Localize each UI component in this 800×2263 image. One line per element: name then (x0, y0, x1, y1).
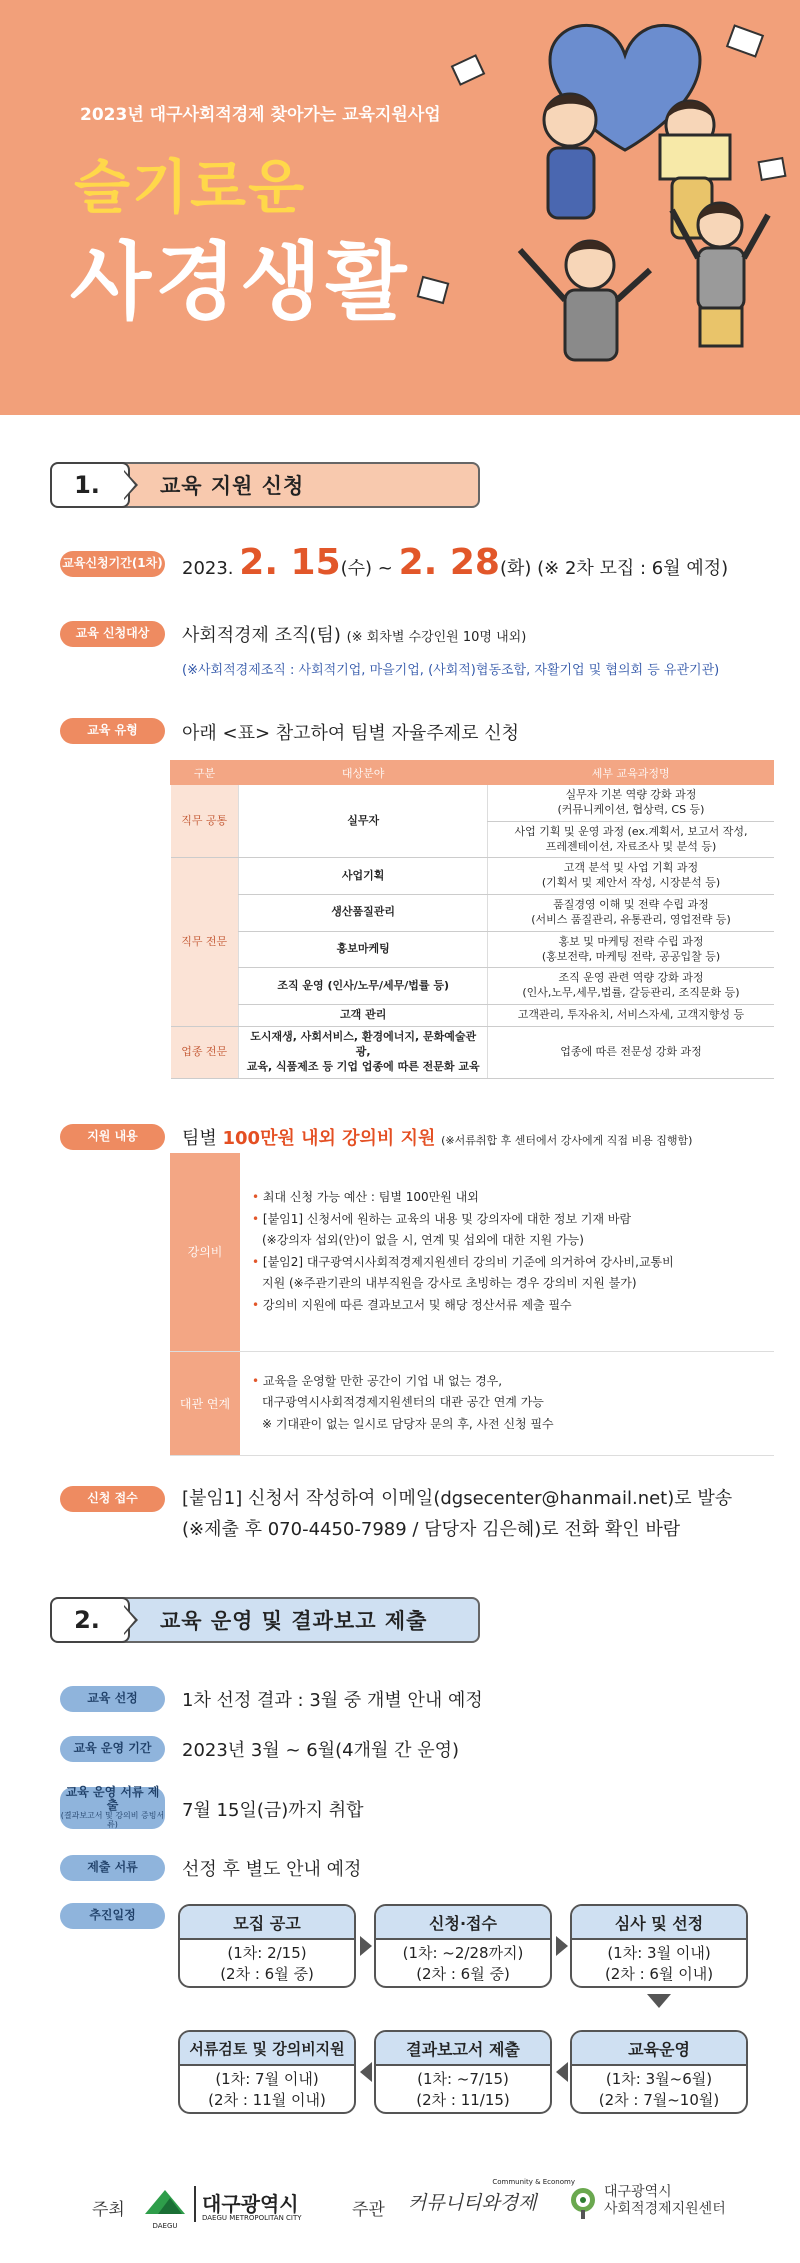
list-item: • 최대 신청 가능 예산 : 팀별 100만원 내외 (252, 1189, 479, 1204)
host-sub: DAEGU METROPOLITAN CITY (202, 2214, 302, 2222)
target-cell: 사업기획 (238, 858, 488, 895)
period-label: 교육 운영 기간 (60, 1736, 165, 1762)
category-cell: 업종 전문 (171, 1026, 239, 1078)
hero-title-line1: 슬기로운 (74, 153, 307, 221)
section1-number: 1. (50, 462, 130, 508)
section2-header (50, 1597, 480, 1643)
target-label: 교육 신청대상 (60, 621, 165, 647)
target-sub: (※사회적경제조직 : 사회적기업, 마을기업, (사회적)협동조합, 자활기업 및 협의회 등 유관기관) (182, 663, 720, 678)
list-item: • 교육을 운영할 만한 공간이 기업 내 없는 경우, (252, 1373, 503, 1388)
daegu-logo-icon (140, 2186, 190, 2226)
section1-header (50, 462, 480, 508)
target-main: 사회적경제 조직(팀) (※ 회차별 수강인원 10명 내외) (182, 625, 527, 646)
category-cell: 직무 공통 (171, 785, 239, 858)
edu-type-label: 교육 유형 (60, 718, 165, 744)
end-date: 2. 28 (398, 542, 500, 583)
docs-label: 교육 운영 서류 제출 (결과보고서 및 강의비 증빙서류) (60, 1785, 165, 1830)
hero-banner (0, 0, 800, 415)
docs-text: 7월 15일(금)까지 취합 (182, 1800, 364, 1821)
arrow-down-icon (647, 1994, 671, 2008)
process-step: 심사 및 선정 (1차: 3월 이내) (2차 : 6월 이내) (570, 1904, 748, 1988)
submit-text: 선정 후 별도 안내 예정 (182, 1859, 362, 1880)
table-header: 대상분야 (238, 761, 488, 785)
receipt-label: 신청 접수 (60, 1486, 165, 1512)
receipt-line1: [붙임1] 신청서 작성하여 이메일(dgsecenter@hanmail.net)로 발송 (182, 1488, 733, 1509)
tree-icon (566, 2186, 600, 2220)
support-venue-row (170, 1351, 774, 1455)
section1-title: 교육 지원 신청 (160, 474, 305, 498)
table-header: 세부 교육과정명 (488, 761, 774, 785)
arrow-right-icon (556, 1936, 568, 1956)
target-cell: 생산품질관리 (238, 895, 488, 932)
category-cell: 직무 전문 (171, 858, 239, 1027)
target-cell: 고객 관리 (238, 1005, 488, 1027)
process-step: 신청·접수 (1차: ~2/28까지) (2차 : 6월 중) (374, 1904, 552, 1988)
apply-period-label: 교육신청기간(1차) (60, 551, 165, 577)
select-text: 1차 선정 결과 : 3월 중 개별 안내 예정 (182, 1690, 483, 1711)
edu-type-text: 아래 <표> 참고하여 팀별 자율주제로 신청 (182, 723, 519, 744)
list-item: (※강의자 섭외(안)이 없을 시, 연계 및 섭외에 대한 지원 가능) (262, 1233, 584, 1248)
support-fee-row (170, 1153, 774, 1351)
host-name: 대구광역시 (202, 2192, 299, 2216)
arrow-left-icon (360, 2062, 372, 2082)
list-item: ※ 기대관이 없는 일시로 담당자 문의 후, 사전 신청 필수 (262, 1416, 554, 1431)
venue-category: 대관 연계 (170, 1351, 240, 1455)
content-cell: 사업 기획 및 운영 과정 (ex.계획서, 보고서 작성, 프레젠테이션, 자료조사 및 분석 등) (488, 821, 774, 858)
start-date: 2. 15 (239, 542, 341, 583)
host-label: 주최 (92, 2200, 125, 2220)
target-cell: 홍보마케팅 (238, 931, 488, 968)
section2-number: 2. (50, 1597, 130, 1643)
list-item: • [붙임2] 대구광역시사회적경제지원센터 강의비 기준에 의거하여 강사비,교통비 (252, 1254, 674, 1269)
table-row (171, 895, 774, 932)
content-cell: 홍보 및 마케팅 전략 수립 과정 (홍보전략, 마케팅 전략, 공공입찰 등) (488, 931, 774, 968)
arrow-right-icon (360, 1936, 372, 1956)
support-detail-box (170, 1153, 774, 1456)
table-row (171, 858, 774, 895)
list-item: 대구광역시사회적경제지원센터의 대관 공간 연계 가능 (262, 1395, 544, 1410)
process-step: 교육운영 (1차: 3월~6월) (2차 : 7월~10월) (570, 2030, 748, 2114)
list-item: • 강의비 지원에 따른 결과보고서 및 해당 정산서류 제출 필수 (252, 1297, 572, 1312)
daegu-logo: DAEGU (140, 2186, 190, 2226)
fee-body (240, 1153, 774, 1351)
table-row (171, 968, 774, 1005)
org1-logo: Community & Economy 커뮤니티와경제 (408, 2178, 575, 2214)
support-label: 지원 내용 (60, 1124, 165, 1150)
content-cell: 실무자 기본 역량 강화 과정 (커뮤니케이션, 협상력, CS 등) (488, 785, 774, 822)
arrow-left-icon (556, 2062, 568, 2082)
content-cell: 고객 분석 및 사업 기획 과정 (기획서 및 제안서 작성, 시장분석 등) (488, 858, 774, 895)
content-cell: 품질경영 이해 및 전략 수립 과정 (서비스 품질관리, 유통관리, 영업전략 등) (488, 895, 774, 932)
submit-label: 제출 서류 (60, 1855, 165, 1881)
section2-title: 교육 운영 및 결과보고 제출 (160, 1609, 428, 1633)
period-text: 2023년 3월 ~ 6월(4개월 간 운영) (182, 1740, 460, 1761)
process-step: 모집 공고 (1차: 2/15) (2차 : 6월 중) (178, 1904, 356, 1988)
target-cell: 도시재생, 사회서비스, 환경에너지, 문화예술관광, 교육, 식품제조 등 기업 업종에 따른 전문화 교육 (238, 1026, 488, 1078)
support-highlight: 100만원 내외 강의비 지원 (222, 1128, 436, 1149)
list-item: 지원 (※주관기관의 내부직원을 강사로 초빙하는 경우 강의비 지원 불가) (262, 1276, 637, 1291)
content-cell: 고객관리, 투자유치, 서비스자세, 고객지향성 등 (488, 1005, 774, 1027)
hero-title-line2: 사경생활 (70, 233, 411, 331)
process-step: 서류검토 및 강의비지원 (1차: 7월 이내) (2차 : 11월 이내) (178, 2030, 356, 2114)
org2-name: 대구광역시 사회적경제지원센터 (604, 2184, 726, 2217)
content-cell: 업종에 따른 전문성 강화 과정 (488, 1026, 774, 1078)
support-summary: 팀별 100만원 내외 강의비 지원 (※서류취합 후 센터에서 강사에게 직접 비용 집행함) (182, 1128, 693, 1149)
select-label: 교육 선정 (60, 1686, 165, 1712)
target-cell: 실무자 (238, 785, 488, 858)
target-cell: 조직 운영 (인사/노무/세무/법률 등) (238, 968, 488, 1005)
table-header: 구분 (171, 761, 239, 785)
table-row (171, 785, 774, 822)
content-cell: 조직 운영 관련 역량 강화 과정 (인사,노무,세무,법률, 갈등관리, 조직문화 등) (488, 968, 774, 1005)
org-label: 주관 (352, 2200, 385, 2220)
course-table (170, 760, 774, 1079)
process-step: 결과보고서 제출 (1차: ~7/15) (2차 : 11/15) (374, 2030, 552, 2114)
table-header-row (171, 761, 774, 785)
fee-category: 강의비 (170, 1153, 240, 1351)
hero-subtitle: 2023년 대구사회적경제 찾아가는 교육지원사업 (80, 105, 441, 125)
apply-period-value: 2023. 2. 15(수) ~ 2. 28(화) (※ 2차 모집 : 6월 예정) (182, 542, 729, 583)
receipt-line2: (※제출 후 070-4450-7989 / 담당자 김은혜)로 전화 확인 바람 (182, 1519, 681, 1540)
table-row (171, 1005, 774, 1027)
table-row (171, 1026, 774, 1078)
process-label: 추진일정 (60, 1903, 165, 1929)
table-row (171, 931, 774, 968)
venue-body (240, 1351, 774, 1455)
list-item: • [붙임1] 신청서에 원하는 교육의 내용 및 강의자에 대한 정보 기재 바람 (252, 1211, 632, 1226)
hero-illustration (400, 0, 800, 415)
